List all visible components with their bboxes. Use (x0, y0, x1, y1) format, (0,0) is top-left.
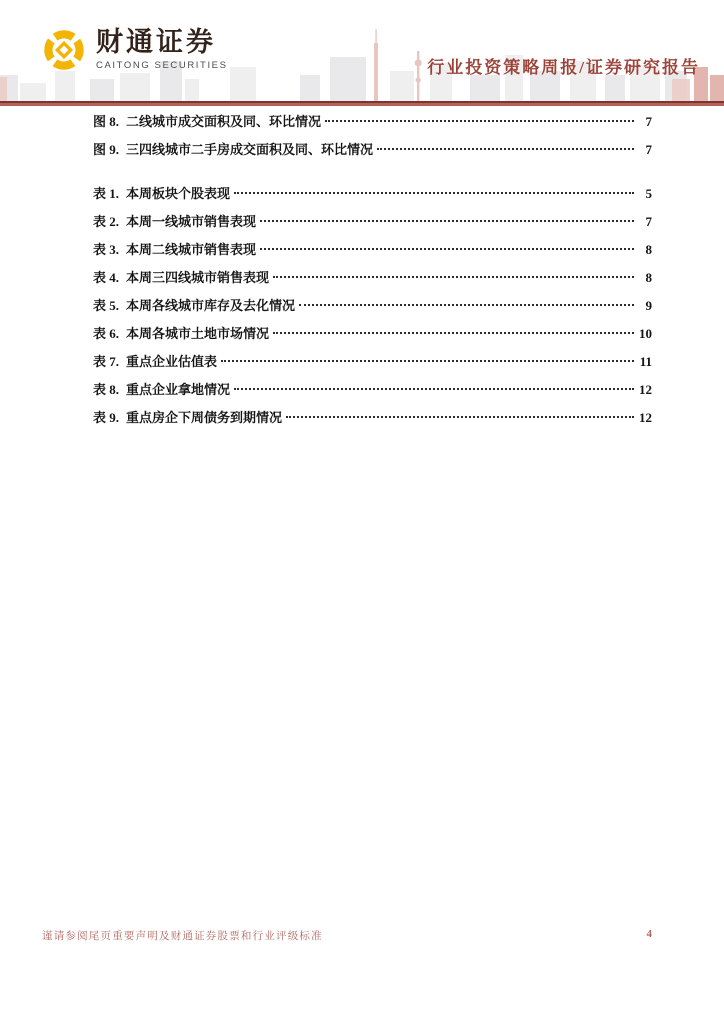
header-divider-line (0, 101, 724, 106)
toc-entry-page-number: 10 (639, 326, 652, 341)
toc-entry-title: 本周一线城市销售表现 (126, 214, 257, 229)
toc-row[interactable] (93, 108, 652, 136)
toc-entry-page-number: 8 (645, 242, 652, 257)
brand-name-en: CAITONG SECURITIES (96, 59, 228, 71)
toc-row[interactable] (93, 320, 652, 348)
toc-entry-title: 本周三四线城市销售表现 (126, 270, 270, 285)
toc-row[interactable] (93, 404, 652, 432)
toc-entry-title: 重点企业估值表 (126, 354, 218, 369)
brand-text-block (96, 29, 228, 70)
toc-row[interactable] (93, 264, 652, 292)
toc-entry-page-number: 9 (645, 298, 652, 313)
toc-entry-label: 表 2. (93, 214, 120, 229)
toc-row[interactable] (93, 180, 652, 208)
dot-leader (234, 192, 634, 194)
table-of-contents (93, 108, 652, 432)
toc-entry-label: 表 6. (93, 326, 120, 341)
report-header (0, 0, 724, 106)
dot-leader (325, 120, 634, 122)
toc-entry-title: 重点房企下周债务到期情况 (126, 410, 283, 425)
toc-entry-page-number: 5 (645, 186, 652, 201)
dot-leader (286, 416, 634, 418)
toc-entry-page-number: 7 (645, 114, 652, 129)
toc-entry-page-number: 8 (645, 270, 652, 285)
toc-entry-label: 表 9. (93, 410, 120, 425)
toc-entry-label: 表 3. (93, 242, 120, 257)
dot-leader (377, 148, 634, 150)
toc-entry-label: 图 8. (93, 114, 120, 129)
toc-entry-label: 表 1. (93, 186, 120, 201)
brand-logo (42, 28, 228, 72)
dot-leader (299, 304, 634, 306)
toc-row[interactable] (93, 136, 652, 164)
dot-leader (260, 248, 634, 250)
toc-entry-label: 图 9. (93, 142, 120, 157)
dot-leader (273, 276, 634, 278)
toc-entry-page-number: 12 (639, 410, 652, 425)
toc-entry-page-number: 7 (645, 142, 652, 157)
toc-row[interactable] (93, 236, 652, 264)
footer-page-number: 4 (646, 928, 652, 940)
toc-entry-title: 本周二线城市销售表现 (126, 242, 257, 257)
brand-name-cn: 财通证券 (96, 27, 216, 59)
toc-row[interactable] (93, 292, 652, 320)
footer-disclaimer: 谨请参阅尾页重要声明及财通证券股票和行业评级标准 (42, 931, 323, 942)
toc-entry-label: 表 5. (93, 298, 120, 313)
toc-figures-group (93, 108, 652, 164)
toc-entry-label: 表 4. (93, 270, 120, 285)
toc-tables-group (93, 180, 652, 432)
toc-entry-page-number: 12 (639, 382, 652, 397)
toc-row[interactable] (93, 348, 652, 376)
report-type-title: 行业投资策略周报/证券研究报告 (427, 58, 700, 77)
dot-leader (260, 220, 634, 222)
toc-entry-title: 重点企业拿地情况 (126, 382, 231, 397)
toc-entry-title: 二线城市成交面积及同、环比情况 (126, 114, 322, 129)
toc-row[interactable] (93, 208, 652, 236)
toc-entry-page-number: 7 (645, 214, 652, 229)
toc-entry-label: 表 7. (93, 354, 120, 369)
dot-leader (273, 332, 634, 334)
toc-entry-title: 本周各城市土地市场情况 (126, 326, 270, 341)
dot-leader (221, 360, 634, 362)
toc-entry-label: 表 8. (93, 382, 120, 397)
toc-entry-page-number: 11 (639, 354, 652, 369)
caitong-coin-logo-icon (42, 28, 86, 72)
toc-entry-title: 本周各线城市库存及去化情况 (126, 298, 296, 313)
toc-row[interactable] (93, 376, 652, 404)
toc-entry-title: 三四线城市二手房成交面积及同、环比情况 (126, 142, 374, 157)
toc-entry-title: 本周板块个股表现 (126, 186, 231, 201)
dot-leader (234, 388, 634, 390)
